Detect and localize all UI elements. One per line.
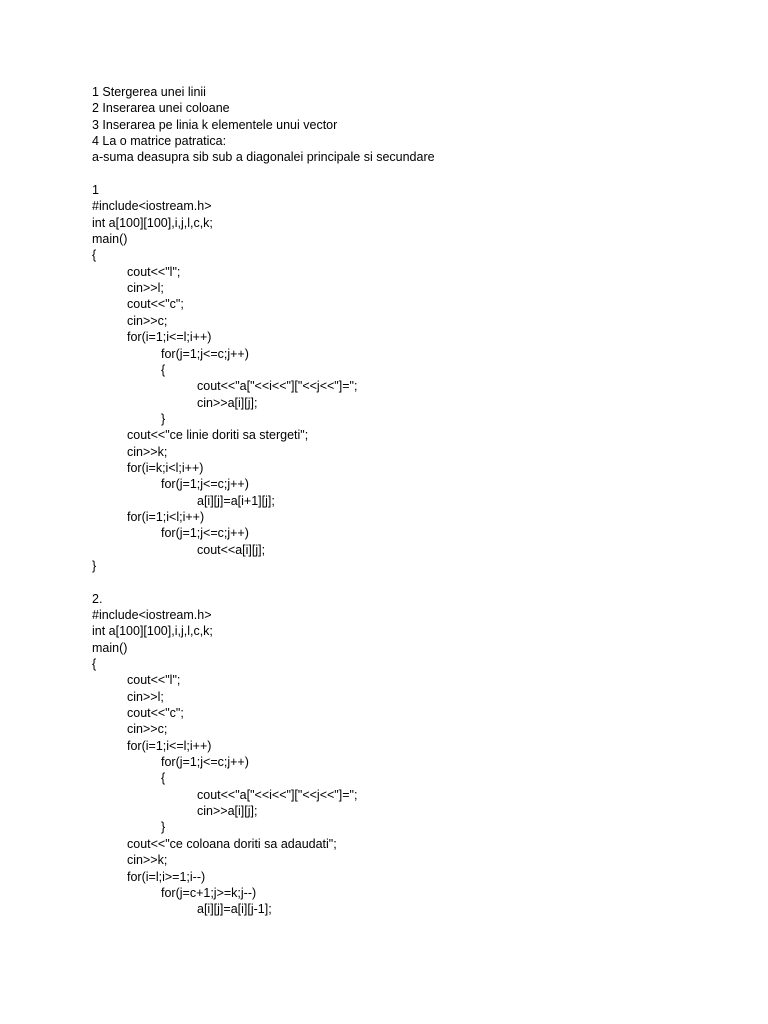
code-line: } (161, 820, 166, 835)
code-line: int a[100][100],i,j,l,c,k; (92, 215, 213, 230)
code-line: cin>>l; (127, 281, 164, 296)
code-line: { (92, 657, 97, 672)
spacer (92, 574, 732, 590)
code-line: for(j=c+1;j>=k;j--) (161, 885, 257, 900)
code-line: for(j=1;j<=c;j++) (161, 477, 249, 492)
code-line: a[i][j]=a[i][j-1]; (197, 902, 272, 917)
code-line: for(i=k;i<l;i++) (127, 460, 204, 475)
code-line: cin>>c; (127, 722, 168, 737)
code-line: cout<<a[i][j]; (197, 542, 266, 557)
code-line: for(j=1;j<=c;j++) (161, 346, 249, 361)
code-line: cout<<"ce coloana doriti sa adaudati"; (127, 836, 337, 851)
code-line: for(i=1;i<=l;i++) (127, 330, 212, 345)
code-line: cin>>c; (127, 313, 168, 328)
code-line: cout<<"c"; (127, 706, 184, 721)
code-line: cin>>a[i][j]; (197, 804, 258, 819)
task-item: a-suma deasupra sib sub a diagonalei principale si secundare (92, 150, 435, 165)
code-line: cout<<"a["<<i<<"]["<<j<<"]="; (197, 787, 358, 802)
code-line: #include<iostream.h> (92, 199, 212, 214)
code-line: { (92, 248, 97, 263)
task-list (92, 84, 732, 166)
code-line: for(j=1;j<=c;j++) (161, 526, 249, 541)
spacer (92, 166, 732, 182)
code-line: main() (92, 640, 128, 655)
code-line: cin>>k; (127, 853, 168, 868)
code-line: for(i=1;i<l;i++) (127, 509, 205, 524)
code-line: cout<<"l"; (127, 264, 181, 279)
code-line: a[i][j]=a[i+1][j]; (197, 493, 275, 508)
code-line: cin>>l; (127, 689, 164, 704)
code-line: main() (92, 232, 128, 247)
task-item: 2 Inserarea unei coloane (92, 101, 230, 116)
code-line: #include<iostream.h> (92, 608, 212, 622)
section-heading: 1 (92, 183, 99, 198)
code-line: for(i=1;i<=l;i++) (127, 738, 212, 753)
code-line: { (161, 771, 166, 786)
task-item: 4 La o matrice patratica: (92, 134, 227, 149)
code-line: cin>>k; (127, 444, 168, 459)
code-block (92, 607, 732, 918)
code-line: int a[100][100],i,j,l,c,k; (92, 624, 213, 639)
code-line: cin>>a[i][j]; (197, 395, 258, 410)
code-line: cout<<"ce linie doriti sa stergeti"; (127, 428, 309, 443)
code-line: } (92, 558, 97, 573)
task-item: 3 Inserarea pe linia k elementele unui vector (92, 117, 338, 132)
code-line: cout<<"a["<<i<<"]["<<j<<"]="; (197, 379, 358, 394)
code-line: } (161, 411, 166, 426)
code-line: { (161, 362, 166, 377)
code-block (92, 198, 732, 574)
code-line: for(j=1;j<=c;j++) (161, 755, 249, 770)
code-line: for(i=l;i>=1;i--) (127, 869, 206, 884)
code-line: cout<<"l"; (127, 673, 181, 688)
code-line: cout<<"c"; (127, 297, 184, 312)
task-item: 1 Stergerea unei linii (92, 85, 206, 99)
document-page (92, 84, 732, 918)
section-heading: 2. (92, 591, 103, 606)
